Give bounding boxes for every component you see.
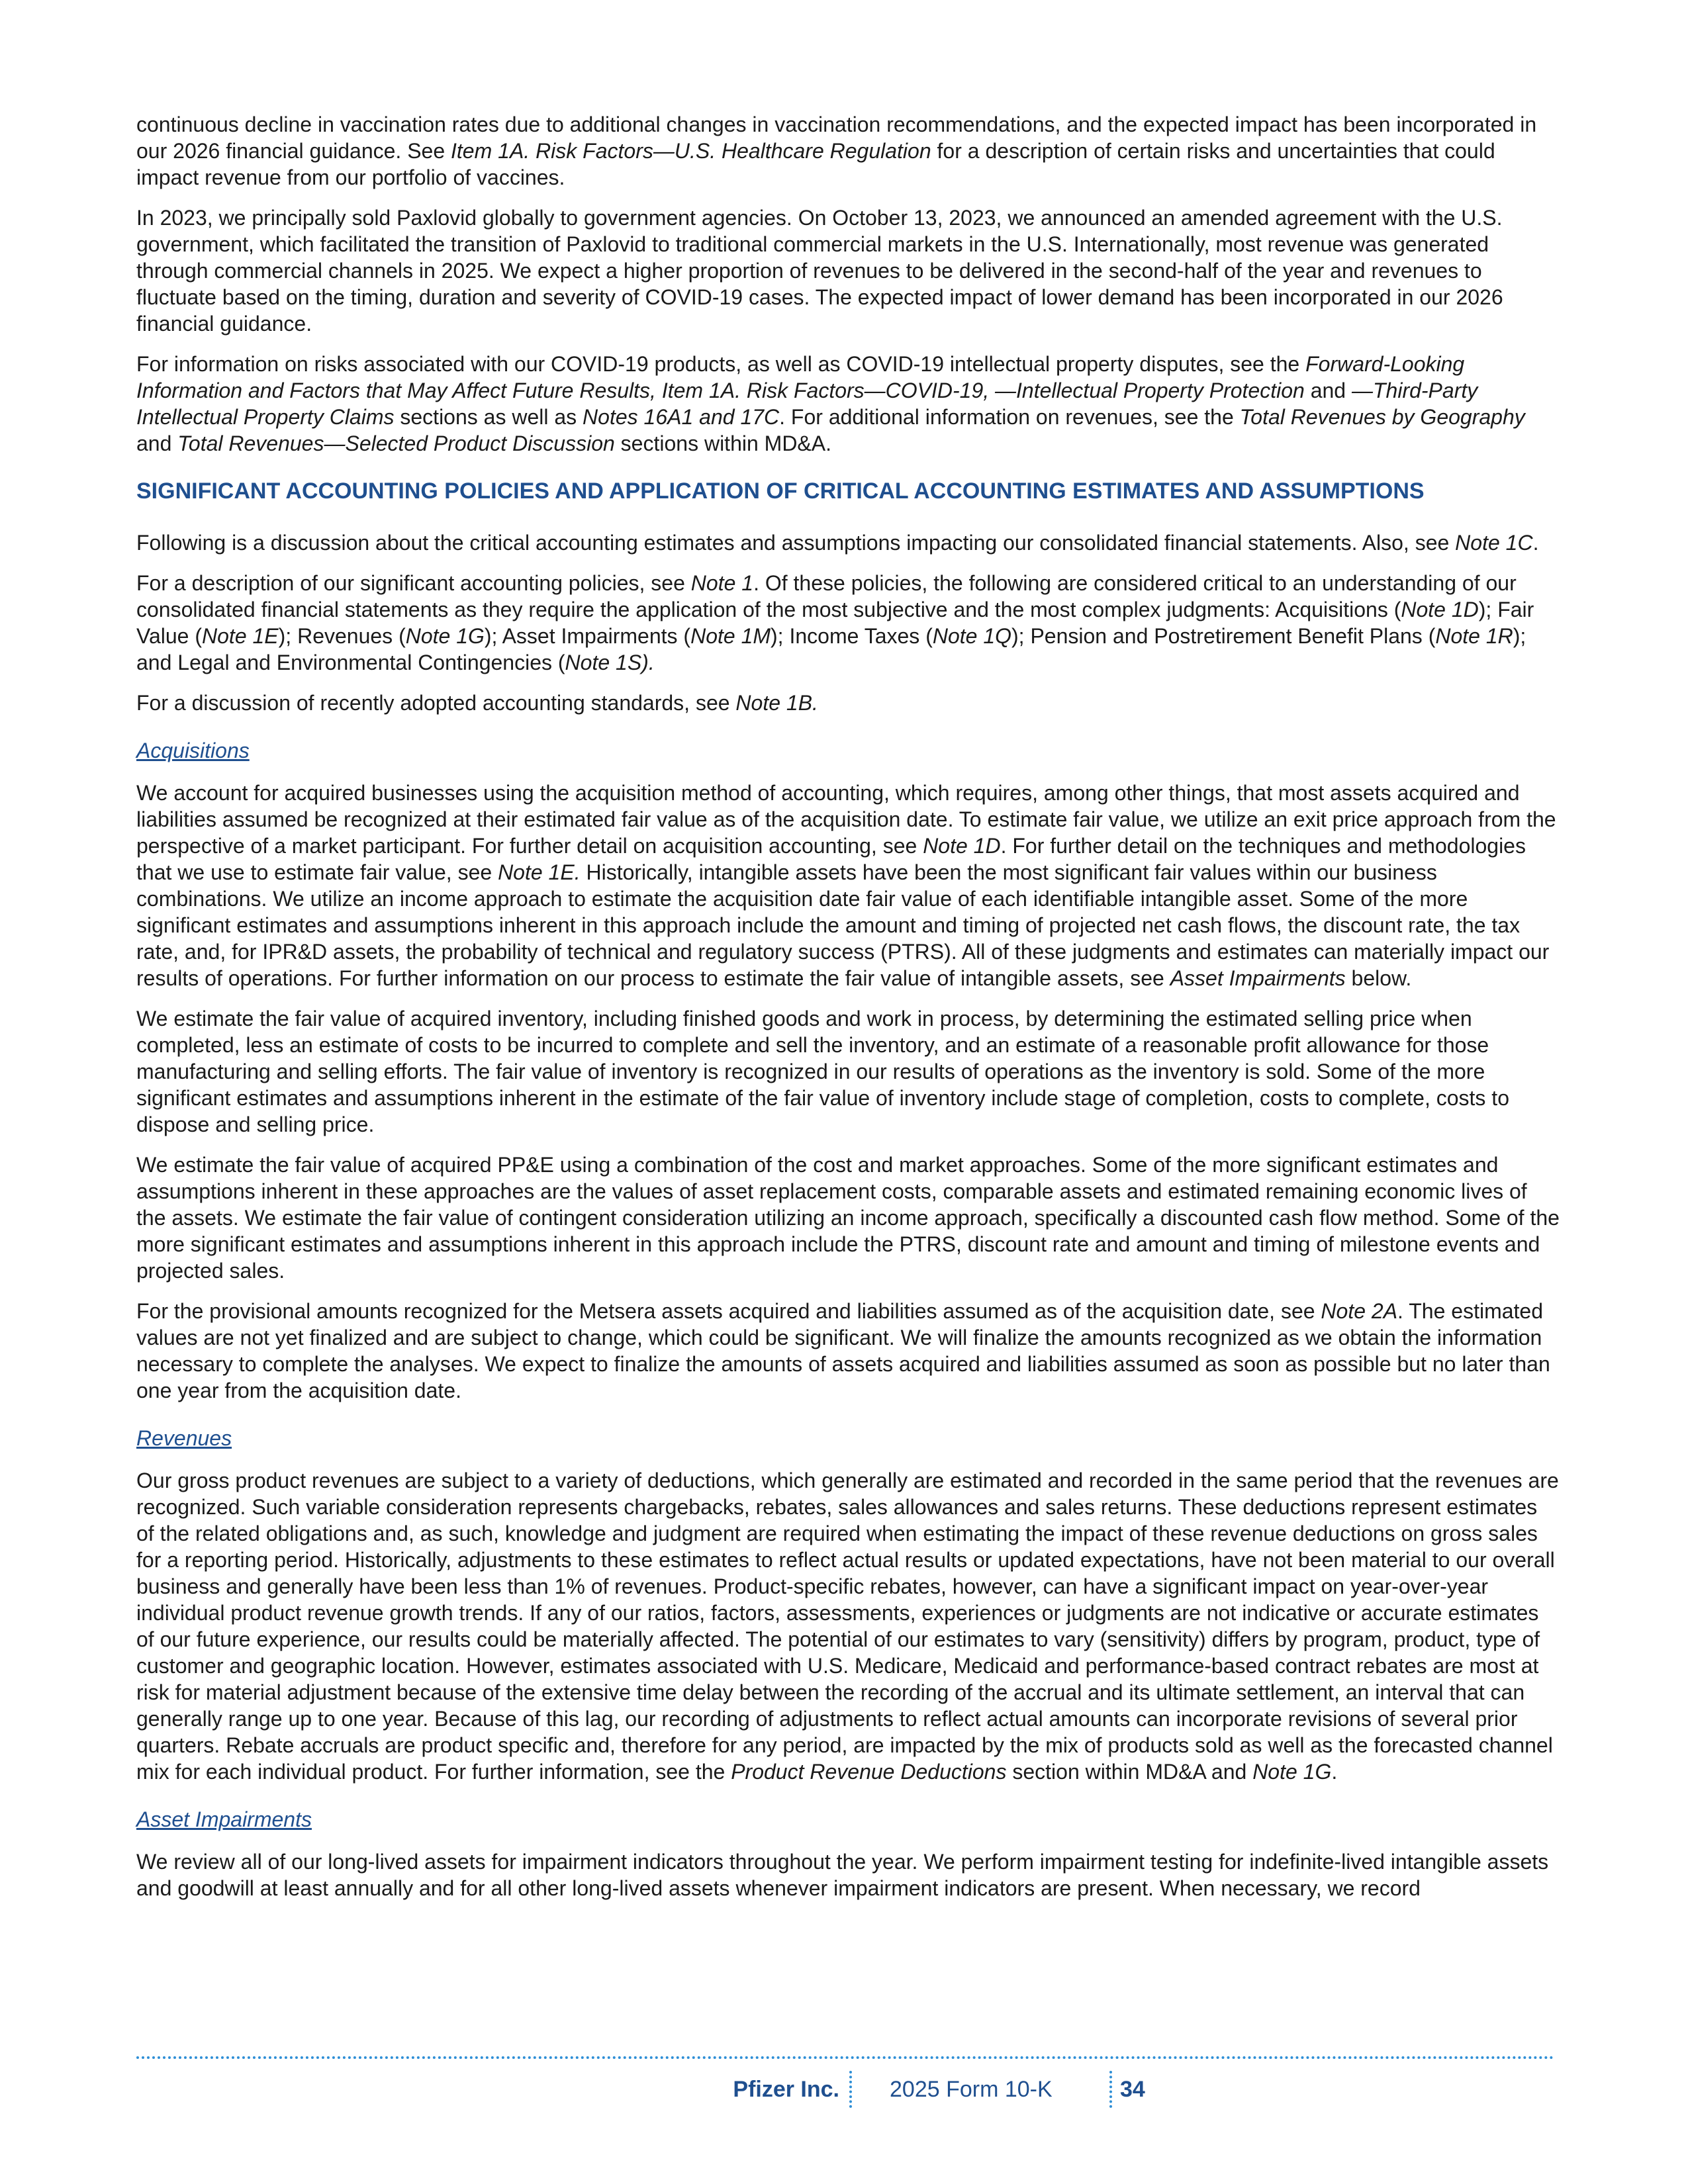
text-run: sections within MD&A. bbox=[614, 432, 831, 455]
paragraph-acquisitions-method bbox=[136, 780, 1560, 991]
paragraph-intro-estimates bbox=[136, 529, 1560, 556]
reference-notes: Notes 16A1 and 17C bbox=[583, 405, 780, 429]
text-run: We account for acquired businesses using the acquisition method of accounting, which requires, among other things, that most assets acquired and liabilities assumed be recognized at their estimated fair value as of the acquisition date. To estimate fair value, we utilize an exit price approach from the perspective of a market participant. For further detail on acquisition accounting, see bbox=[136, 781, 1556, 858]
text-run: . For further detail on the techniques and methodologies that we use to estimate fair value, see bbox=[136, 834, 1526, 884]
reference-note: Note 1Q bbox=[932, 624, 1012, 648]
section-heading: SIGNIFICANT ACCOUNTING POLICIES AND APPLICATION OF CRITICAL ACCOUNTING ESTIMATES AND ASSUMPTIONS bbox=[136, 478, 1425, 504]
subheading-revenues: Revenues bbox=[136, 1426, 232, 1450]
reference-note: Note 1C bbox=[1455, 531, 1533, 555]
reference-forward-looking: Forward-Looking Information and Factors that May Affect Future Results, Item 1A. Risk Factors—COVID-19, —Intellectual Property Protection bbox=[136, 352, 1465, 402]
text-run: For information on risks associated with our COVID-19 products, as well as COVID-19 intellectual property disputes, see the bbox=[136, 352, 1306, 376]
paragraph-intro-policies bbox=[136, 570, 1560, 676]
paragraph-covid-risks bbox=[136, 351, 1560, 457]
subheading-asset-impairments: Asset Impairments bbox=[136, 1807, 312, 1831]
text-run: . The estimated values are not yet finalized and are subject to change, which could be significant. We will finalize the amounts recognized as we obtain the information necessary to complete the analyses. We expect to finalize the amounts of assets acquired and liabilities assumed as soon as possible but no later than one year from the acquisition date. bbox=[136, 1299, 1550, 1402]
text-run: For a description of our significant accounting policies, see bbox=[136, 571, 691, 595]
text-run: ); and Legal and Environmental Contingencies ( bbox=[136, 624, 1526, 674]
text-run: . For additional information on revenues, see the bbox=[779, 405, 1240, 429]
text-run: section within MD&A and bbox=[1006, 1760, 1253, 1784]
text-run: For the provisional amounts recognized for the Metsera assets acquired and liabilities assumed as of the acquisition date, see bbox=[136, 1299, 1321, 1323]
text-run: ); Fair Value ( bbox=[136, 598, 1534, 648]
text-run: continuous decline in vaccination rates due to additional changes in vaccination recommendations, and the expected impact has been incorporated in our 2026 financial guidance. See bbox=[136, 113, 1537, 163]
paragraph-acquisitions-metsera bbox=[136, 1298, 1560, 1404]
reference-note: Note 1S). bbox=[565, 651, 655, 674]
paragraph-acquisitions-inventory: We estimate the fair value of acquired inventory, including finished goods and work in process, by determining the estimated selling price when completed, less an estimate of costs to be incurred to complete and sell the inventory, and an estimate of a reasonable profit allowance for those manufacturing and selling efforts. The fair value of inventory is recognized in our results of operations as the inventory is sold. Some of the more significant estimates and assumptions inherent in the estimate of the fair value of inventory include stage of completion, costs to complete, costs to dispose and selling price. bbox=[136, 1007, 1509, 1136]
reference-risk-factors: Item 1A. Risk Factors—U.S. Healthcare Regulation bbox=[451, 139, 931, 163]
footer-content bbox=[136, 2071, 1554, 2111]
paragraph-impairments-review: We review all of our long-lived assets for impairment indicators throughout the year. We perform impairment testing for indefinite-lived intangible assets and goodwill at least annually and for all other long-lived assets whenever impairment indicators are present. When necessary, we record bbox=[136, 1850, 1549, 1900]
text-run: ); Asset Impairments ( bbox=[484, 624, 691, 648]
reference-note: Note 1E bbox=[202, 624, 279, 648]
reference-revenues-geography: Total Revenues by Geography bbox=[1239, 405, 1525, 429]
reference-note: Note 1E. bbox=[498, 860, 581, 884]
reference-note: Note 1G bbox=[405, 624, 485, 648]
reference-product-discussion: Total Revenues—Selected Product Discussion bbox=[177, 432, 615, 455]
text-run: below. bbox=[1345, 966, 1412, 990]
paragraph-revenues-deductions bbox=[136, 1467, 1560, 1785]
footer-company: Pfizer Inc. bbox=[733, 2077, 839, 2102]
footer-divider bbox=[849, 2071, 852, 2108]
reference-product-revenue-deductions: Product Revenue Deductions bbox=[731, 1760, 1007, 1784]
text-run: and bbox=[136, 432, 178, 455]
page-number: 34 bbox=[1120, 2077, 1145, 2102]
subheading-acquisitions: Acquisitions bbox=[136, 739, 250, 762]
paragraph-intro-standards bbox=[136, 690, 1560, 716]
reference-note: Note 1D bbox=[923, 834, 1001, 858]
reference-note: Note 2A bbox=[1321, 1299, 1398, 1323]
text-run: for a description of certain risks and uncertainties that could impact revenue from our portfolio of vaccines. bbox=[136, 139, 1495, 189]
text-run: and bbox=[1304, 379, 1352, 402]
text-run: For a discussion of recently adopted accounting standards, see bbox=[136, 691, 736, 715]
text-run: Following is a discussion about the critical accounting estimates and assumptions impacting our consolidated financial statements. Also, see bbox=[136, 531, 1456, 555]
text-run: sections as well as bbox=[394, 405, 583, 429]
document-body bbox=[136, 111, 1560, 1915]
text-run: ); Revenues ( bbox=[278, 624, 406, 648]
reference-note: Note 1B. bbox=[735, 691, 818, 715]
paragraph-acquisitions-ppe: We estimate the fair value of acquired PP&E using a combination of the cost and market approaches. Some of the more significant estimates and assumptions inherent in these approaches are the values of asset replacement costs, comparable assets and estimated remaining economic lives of the assets. We estimate the fair value of contingent consideration utilizing an income approach, specifically a discounted cash flow method. Some of the more significant estimates and assumptions inherent in this approach include the PTRS, discount rate and amount and timing of milestone events and projected sales. bbox=[136, 1153, 1560, 1283]
text-run: . bbox=[1532, 531, 1539, 555]
reference-note: Note 1R bbox=[1435, 624, 1513, 648]
footer-divider bbox=[1109, 2071, 1112, 2108]
text-run: . Of these policies, the following are considered critical to an understanding of our consolidated financial statements as they require the application of the most subjective and the most complex judgments: Acquisitions ( bbox=[136, 571, 1517, 621]
reference-note: Note 1 bbox=[690, 571, 754, 595]
paragraph-paxlovid: In 2023, we principally sold Paxlovid globally to government agencies. On October 13, 2023, we announced an amended agreement with the U.S. government, which facilitated the transition of Paxlovid to traditional commercial markets in the U.S. Internationally, most revenue was generated through commercial channels in 2025. We expect a higher proportion of revenues to be delivered in the second-half of the year and revenues to fluctuate based on the timing, duration and severity of COVID-19 cases. The expected impact of lower demand has been incorporated in our 2026 financial guidance. bbox=[136, 206, 1503, 336]
reference-asset-impairments: Asset Impairments bbox=[1170, 966, 1346, 990]
paragraph-vaccines bbox=[136, 111, 1560, 191]
text-run: Our gross product revenues are subject to a variety of deductions, which generally are estimated and recorded in the same period that the revenues are recognized. Such variable consideration represents chargebacks, rebates, sales allowances and sales returns. These deductions represent estimates of the related obligations and, as such, knowledge and judgment are required when estimating the impact of these revenue deductions on gross sales for a reporting period. Historically, adjustments to these estimates to reflect actual results or updated expectations, have not been material to our overall business and generally have been less than 1% of revenues. Product-specific rebates, however, can have a significant impact on year-over-year individual product revenue growth trends. If any of our ratios, factors, assessments, experiences or judgments are not indicative or accurate estimates of our future experience, our results could be materially affected. The potential of our estimates to vary (sensitivity) differs by program, product, type of customer and geographic location. However, estimates associated with U.S. Medicare, Medicaid and performance-based contract rebates are most at risk for material adjustment because of the extensive time delay between the recording of the accrual and its ultimate settlement, an interval that can generally range up to one year. Because of this lag, our recording of adjustments to reflect actual amounts can incorporate revisions of several prior quarters. Rebate accruals are product specific and, therefore for any period, are impacted by the mix of products sold as well as the forecasted channel mix for each individual product. For further information, see the bbox=[136, 1469, 1559, 1784]
page-footer bbox=[136, 2056, 1554, 2102]
text-run: . bbox=[1331, 1760, 1338, 1784]
reference-note: Note 1D bbox=[1401, 598, 1479, 621]
reference-third-party-ip: —Third-Party Intellectual Property Claims bbox=[136, 379, 1478, 429]
text-run: ); Income Taxes ( bbox=[771, 624, 933, 648]
footer-form: 2025 Form 10-K bbox=[890, 2077, 1053, 2102]
text-run: ); Pension and Postretirement Benefit Plans ( bbox=[1011, 624, 1436, 648]
text-run: Historically, intangible assets have been the most significant fair values within our business combinations. We utilize an income approach to estimate the acquisition date fair value of each identifiable intangible asset. Some of the more significant estimates and assumptions inherent in this approach include the amount and timing of projected net cash flows, the discount rate, the tax rate, and, for IPR&D assets, the probability of technical and regulatory success (PTRS). All of these judgments and estimates can materially impact our results of operations. For further information on our process to estimate the fair value of intangible assets, see bbox=[136, 860, 1550, 990]
reference-note: Note 1M bbox=[690, 624, 771, 648]
reference-note: Note 1G bbox=[1252, 1760, 1332, 1784]
